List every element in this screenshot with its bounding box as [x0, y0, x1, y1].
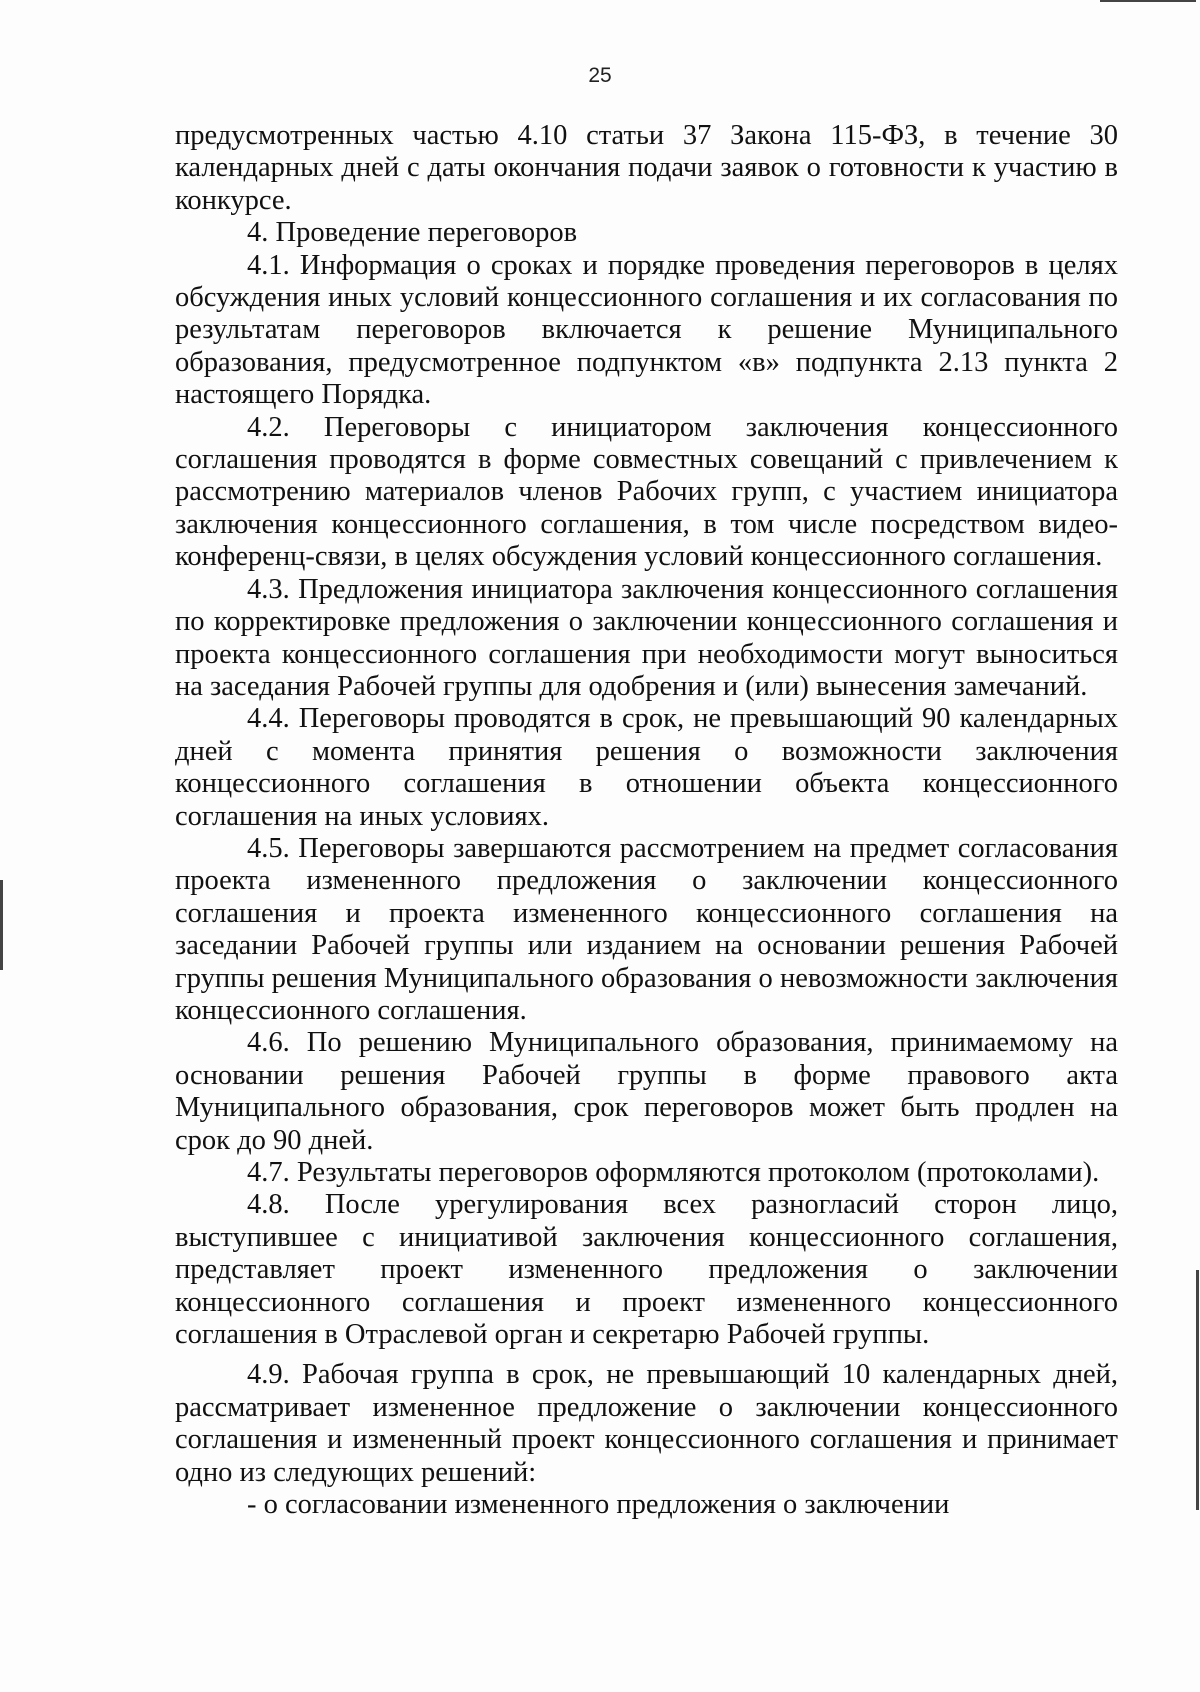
- page-number: 25: [588, 64, 612, 87]
- scan-edge-mark-right: [1196, 1270, 1199, 1510]
- paragraph-4-8: 4.8. После урегулирования всех разногласий сторон лицо, выступившее с инициативой заключения концессионного соглашения, представляет проект измененного предложения о заключении концессионного соглашения и проект измененного концессионного соглашения в Отраслевой орган и секретарю Рабочей группы.: [175, 1189, 1118, 1351]
- paragraph-4-1: 4.1. Информация о сроках и порядке проведения переговоров в целях обсуждения иных условий концессионного соглашения и их согласования по результатам переговоров включается к решение Муниципального образования, предусмотренное подпунктом «в» подпункта 2.13 пункта 2 настоящего Порядка.: [175, 249, 1118, 411]
- section-heading: 4. Проведение переговоров: [247, 217, 578, 249]
- list-item-first: - о согласовании измененного предложения о заключении: [247, 1489, 950, 1521]
- paragraph-4-3: 4.3. Предложения инициатора заключения концессионного соглашения по корректировке предложения о заключении концессионного соглашения и проекта концессионного соглашения при необходимости могут выноситься на заседания Рабочей группы для одобрения и (или) вынесения замечаний.: [175, 573, 1118, 702]
- paragraph-continuation: предусмотренных частью 4.10 статьи 37 Закона 115-ФЗ, в течение 30 календарных дней с даты окончания подачи заявок о готовности к участию в конкурсе.: [175, 120, 1118, 216]
- paragraph-4-6: 4.6. По решению Муниципального образования, принимаемому на основании решения Рабочей группы в форме правового акта Муниципального образования, срок переговоров может быть продлен на срок до 90 дней.: [175, 1027, 1118, 1156]
- paragraph-4-9: 4.9. Рабочая группа в срок, не превышающий 10 календарных дней, рассматривает измененное предложение о заключении концессионного соглашения и измененный проект концессионного соглашения и принимает одно из следующих решений:: [175, 1359, 1118, 1488]
- paragraph-4-2: 4.2. Переговоры с инициатором заключения концессионного соглашения проводятся в форме совместных совещаний с привлечением к рассмотрению материалов членов Рабочих групп, с участием инициатора заключения концессионного соглашения, в том числе посредством видео-конференц-связи, в целях обсуждения условий концессионного соглашения.: [175, 411, 1118, 573]
- paragraph-4-4: 4.4. Переговоры проводятся в срок, не превышающий 90 календарных дней с момента принятия решения о возможности заключения концессионного соглашения в отношении объекта концессионного соглашения на иных условиях.: [175, 703, 1118, 832]
- paragraph-4-7: 4.7. Результаты переговоров оформляются протоколом (протоколами).: [247, 1157, 1100, 1188]
- document-body: [175, 120, 1118, 1521]
- scan-edge-mark-top: [1100, 0, 1196, 2]
- paragraph-4-5: 4.5. Переговоры завершаются рассмотрением на предмет согласования проекта измененного предложения о заключении концессионного соглашения и проекта измененного концессионного соглашения на заседании Рабочей группы или изданием на основании решения Рабочей группы решения Муниципального образования о невозможности заключения концессионного соглашения.: [175, 832, 1118, 1026]
- scan-edge-mark-left: [0, 880, 3, 970]
